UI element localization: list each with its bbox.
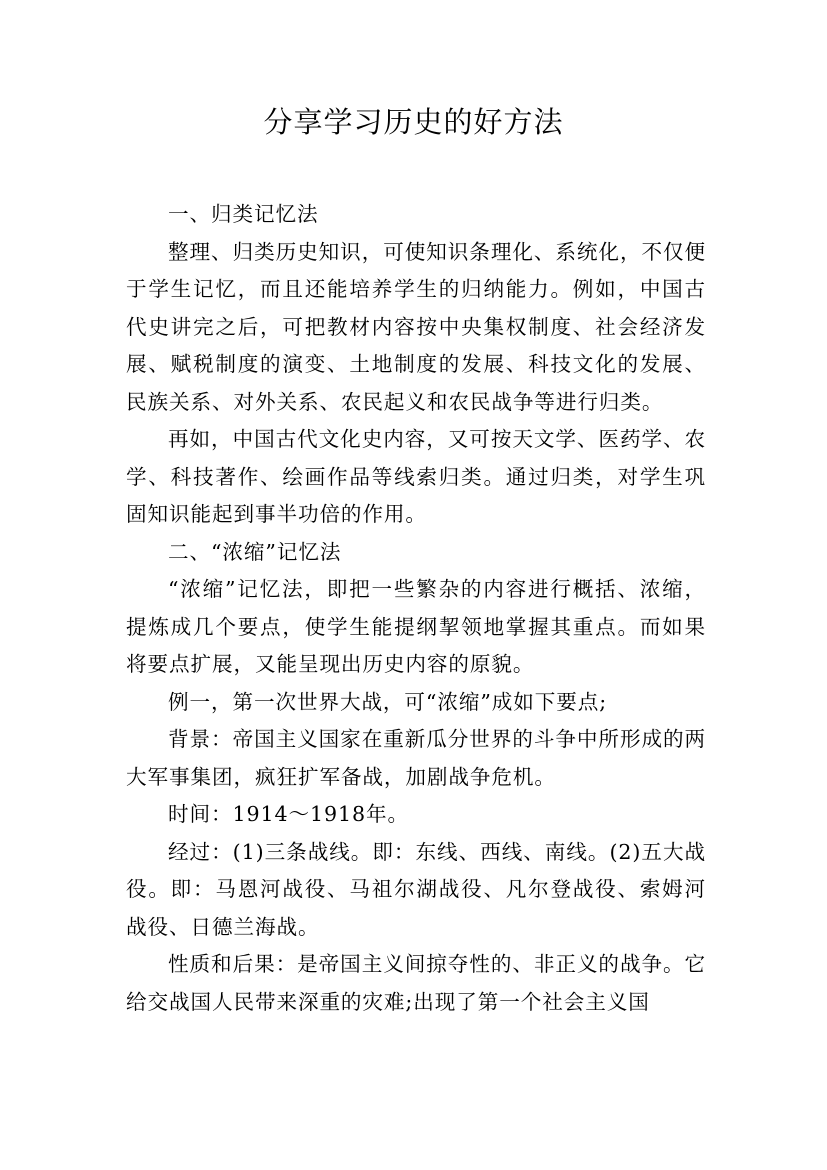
- paragraph: 经过：(1)三条战线。即：东线、西线、南线。(2)五大战役。即：马恩河战役、马祖尔湖战役、凡尔登战役、索姆河战役、日德兰海战。: [126, 839, 706, 939]
- paragraph: 背景：帝国主义国家在重新瓜分世界的斗争中所形成的两大军事集团，疯狂扩军备战，加剧战争危机。: [126, 727, 706, 789]
- paragraph: 例一，第一次世界大战，可“浓缩”成如下要点;: [168, 689, 608, 714]
- section-heading-classification: 一、归类记忆法: [168, 202, 319, 226]
- page-title: 分享学习历史的好方法: [263, 105, 564, 139]
- paragraph: 再如，中国古代文化史内容，又可按天文学、医药学、农学、科技著作、绘画作品等线索归类。通过归类，对学生巩固知识能起到事半功倍的作用。: [126, 427, 706, 526]
- paragraph: 时间：1914～1918年。: [168, 802, 409, 826]
- paragraph: 性质和后果：是帝国主义间掠夺性的、非正义的战争。它给交战国人民带来深重的灾难;出现了第一个社会主义国: [126, 952, 706, 1014]
- paragraph: 整理、归类历史知识，可使知识条理化、系统化，不仅便于学生记忆，而且还能培养学生的归纳能力。例如，中国古代史讲完之后，可把教材内容按中央集权制度、社会经济发展、赋税制度的演变、土地制度的发展、科技文化的发展、民族关系、对外关系、农民起义和农民战争等进行归类。: [126, 239, 706, 414]
- section-heading-condensation: 二、“浓缩”记忆法: [168, 539, 342, 564]
- document-body: [126, 196, 706, 1021]
- paragraph: “浓缩”记忆法，即把一些繁杂的内容进行概括、浓缩，提炼成几个要点，使学生能提纲挈领地掌握其重点。而如果将要点扩展，又能呈现出历史内容的原貌。: [126, 577, 706, 676]
